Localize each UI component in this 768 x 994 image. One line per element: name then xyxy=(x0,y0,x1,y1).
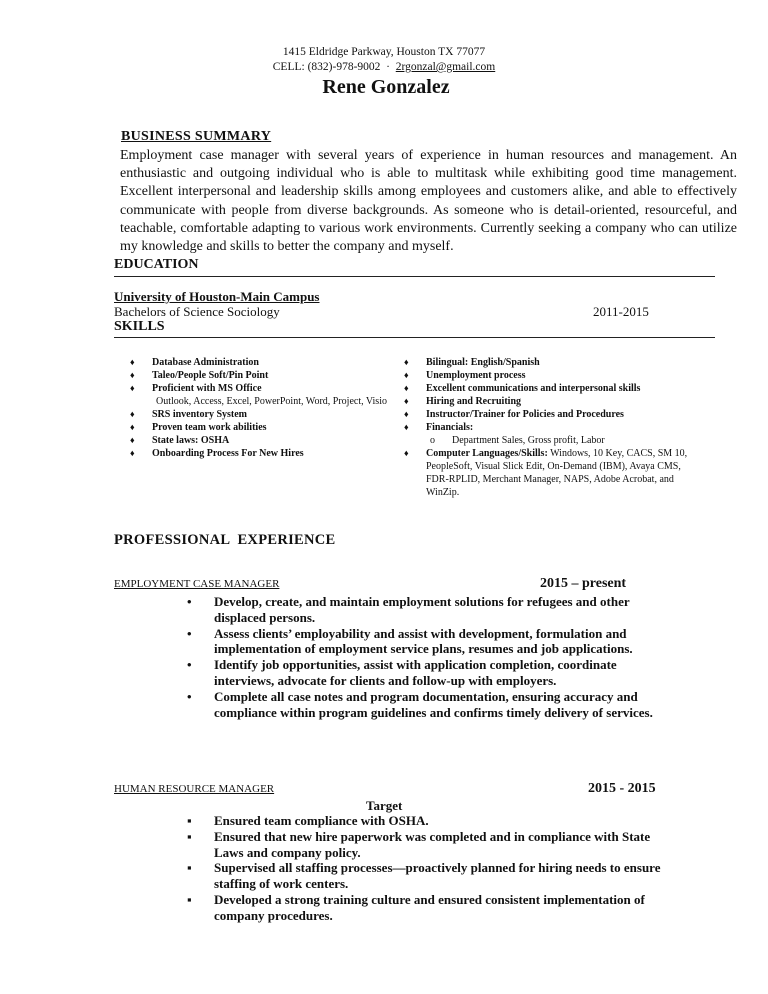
diamond-bullet-icon: ♦ xyxy=(130,409,135,419)
education-degree: Bachelors of Science Sociology xyxy=(114,304,280,319)
skills-heading: SKILLS xyxy=(114,319,165,334)
candidate-name: Rene Gonzalez xyxy=(322,76,450,98)
section-divider xyxy=(114,337,715,338)
skill-item: ♦ Proficient with MS Office Outlook, Access, Excel, PowerPoint, Word, Project, Visio xyxy=(130,382,400,408)
job-title: HUMAN RESOURCE MANAGER xyxy=(114,783,275,795)
bullet-icon: • xyxy=(187,688,192,704)
skill-subitem: o Department Sales, Gross profit, Labor xyxy=(430,435,605,446)
diamond-bullet-icon: ♦ xyxy=(404,396,409,406)
contact-cell: CELL: (832)-978-9002 xyxy=(272,61,381,73)
skill-detail: Windows, 10 Key, CACS, SM 10, PeopleSoft, Visual Slick Edit, On-Demand (IBM), Avaya CMS, FDR-RPLID, Merchant Manager, NAPS, Adobe Acrobat, and WinZip. xyxy=(426,448,688,498)
skill-item: ♦ Excellent communications and interpersonal skills xyxy=(404,383,641,394)
skill-item: ♦ Computer Languages/Skills: Windows, 10 Key, CACS, SM 10, PeopleSoft, Visual Slick Edit, On-Demand (IBM), Avaya CMS, FDR-RPLID, Merchant Manager, NAPS, Adobe Acrobat, and WinZip. xyxy=(404,448,688,498)
skill-item: ♦ Hiring and Recruiting xyxy=(404,396,522,407)
skill-item: ♦ Database Administration xyxy=(130,357,259,368)
skill-item: ♦ Instructor/Trainer for Policies and Procedures xyxy=(404,409,624,420)
square-bullet-icon: ▪ xyxy=(187,813,192,828)
diamond-bullet-icon: ♦ xyxy=(404,357,409,367)
skill-detail: Outlook, Access, Excel, PowerPoint, Word, Project, Visio xyxy=(156,396,387,407)
contact-separator: · xyxy=(386,61,390,73)
diamond-bullet-icon: ♦ xyxy=(130,370,135,380)
skill-item: ♦ Financials: xyxy=(404,422,474,433)
job-company: Target xyxy=(366,798,403,813)
contact-email-link[interactable]: 2rgonzal@gmail.com xyxy=(395,61,496,73)
list-item: • Identify job opportunities, assist with application completion, coordinate interviews, advocate for clients and follow-up with employers. xyxy=(187,657,617,688)
skill-item: ♦ Unemployment process xyxy=(404,370,526,381)
diamond-bullet-icon: ♦ xyxy=(130,448,135,458)
diamond-bullet-icon: ♦ xyxy=(404,370,409,380)
bullet-icon: • xyxy=(187,657,192,673)
skill-item: ♦ Proven team work abilities xyxy=(130,422,267,433)
square-bullet-icon: ▪ xyxy=(187,891,192,907)
list-item: • Complete all case notes and program documentation, ensuring accuracy and compliance within program guidelines and confirms timely delivery of services. xyxy=(187,688,653,720)
skills-left-column xyxy=(130,356,400,460)
business-summary-heading: BUSINESS SUMMARY xyxy=(121,129,272,144)
skill-item: ♦ State laws: OSHA xyxy=(130,435,230,446)
diamond-bullet-icon: ♦ xyxy=(130,357,135,367)
list-item: ▪ Supervised all staffing processes—proactively planned for hiring needs to ensure staffing of work centers. xyxy=(187,860,661,892)
job-dates: 2015 – present xyxy=(540,576,627,591)
diamond-bullet-icon: ♦ xyxy=(404,448,409,458)
bullet-icon: • xyxy=(187,625,192,641)
square-bullet-icon: ▪ xyxy=(187,860,192,876)
education-heading: EDUCATION xyxy=(114,257,199,272)
square-bullet-icon: ▪ xyxy=(187,828,192,844)
list-item: • Assess clients’ employability and assist with development, formulation and implementation of employment service plans, resumes and job applications. xyxy=(187,625,633,657)
circle-bullet-icon: o xyxy=(430,435,435,446)
list-item: ▪ Ensured that new hire paperwork was completed and in compliance with State Laws and company policy. xyxy=(187,828,651,860)
diamond-bullet-icon: ♦ xyxy=(404,409,409,419)
job-title: EMPLOYMENT CASE MANAGER xyxy=(114,578,280,590)
list-item: ▪ Developed a strong training culture and ensured consistent implementation of company procedures. xyxy=(187,891,645,923)
diamond-bullet-icon: ♦ xyxy=(130,435,135,445)
skills-right-column xyxy=(404,356,704,499)
job-responsibilities xyxy=(187,813,677,924)
contact-line xyxy=(0,61,768,73)
skill-item: ♦ Bilingual: English/Spanish xyxy=(404,357,540,368)
skill-item: ♦ Taleo/People Soft/Pin Point xyxy=(130,370,269,381)
contact-address: 1415 Eldridge Parkway, Houston TX 77077 xyxy=(282,46,486,58)
business-summary-text: Employment case manager with several years of experience in human resources and management. An enthusiastic and outgoing individual who is able to multitask while exhibiting good time management. Excellent interpersonal and leadership skills among employees and customers alike, and able to effectively communicate with people from diverse backgrounds. As someone who is detail-oriented, resourceful, and teachable, comfortable adapting to various work environments. Currently seeking a company who can utilize my knowledge and skills to better the company and myself. xyxy=(120,148,737,255)
diamond-bullet-icon: ♦ xyxy=(404,383,409,393)
job-dates: 2015 - 2015 xyxy=(588,781,656,796)
diamond-bullet-icon: ♦ xyxy=(130,383,135,393)
diamond-bullet-icon: ♦ xyxy=(404,422,409,432)
job-responsibilities xyxy=(187,594,677,720)
list-item: ▪ Ensured team compliance with OSHA. xyxy=(187,813,429,828)
skill-item: ♦ SRS inventory System xyxy=(130,409,248,420)
education-years: 2011-2015 xyxy=(593,304,649,319)
section-divider xyxy=(114,276,715,277)
education-school: University of Houston-Main Campus xyxy=(114,289,320,304)
bullet-icon: • xyxy=(187,594,192,609)
diamond-bullet-icon: ♦ xyxy=(130,422,135,432)
experience-heading: PROFESSIONAL EXPERIENCE xyxy=(114,532,336,548)
list-item: • Develop, create, and maintain employment solutions for refugees and other displaced persons. xyxy=(187,594,630,625)
skill-item: ♦ Onboarding Process For New Hires xyxy=(130,448,304,459)
